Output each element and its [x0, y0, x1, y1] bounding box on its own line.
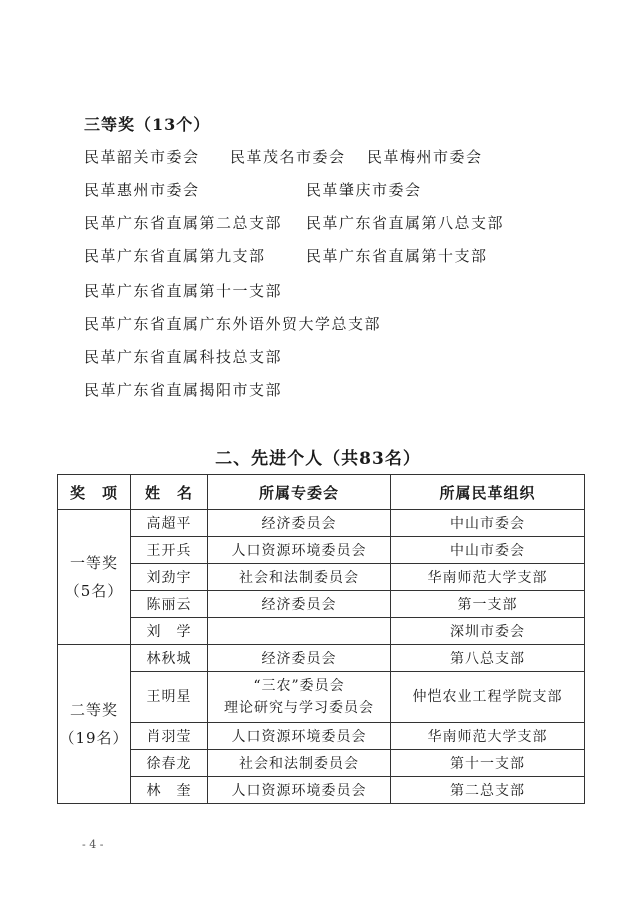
committee-cell [208, 723, 391, 750]
header-organization: 所属民革组织 [391, 475, 585, 510]
organization-name: 深圳市委会 [391, 618, 585, 645]
person-name: 肖羽莹 [131, 723, 208, 750]
table-row [58, 564, 585, 591]
award-level-text: 一等奖 [69, 554, 118, 572]
award-level-text: （19名） [59, 729, 129, 747]
table-row [58, 645, 585, 672]
table-row [58, 723, 585, 750]
committee-name: 经济委员会 [261, 597, 337, 613]
committee-cell [208, 564, 391, 591]
org-name: 民革惠州市委会 [84, 181, 200, 199]
person-name: 林 奎 [131, 777, 208, 804]
award-level-cell [58, 510, 131, 645]
page-number: - 4 - [82, 838, 104, 851]
award-level-cell [58, 645, 131, 804]
org-name: 民革广东省直属第十支部 [306, 247, 488, 265]
table-row [58, 537, 585, 564]
org-name: 民革广东省直属第九支部 [84, 247, 266, 265]
table-header-row [58, 475, 585, 510]
org-name: 民革广东省直属揭阳市支部 [84, 381, 283, 399]
organization-name: 第八总支部 [391, 645, 585, 672]
committee-name: 社会和法制委员会 [239, 570, 359, 586]
committee-name: 人口资源环境委员会 [231, 783, 367, 799]
organization-name: 中山市委会 [391, 510, 585, 537]
committee-cell [208, 672, 391, 723]
committee-cell [208, 645, 391, 672]
committee-name: 经济委员会 [261, 651, 337, 667]
org-name: 民革广东省直属科技总支部 [84, 348, 283, 366]
committee-cell [208, 777, 391, 804]
person-name: 刘 学 [131, 618, 208, 645]
table-row [58, 591, 585, 618]
table-row [58, 672, 585, 723]
org-name: 民革广东省直属第二总支部 [84, 214, 283, 232]
table-row [58, 618, 585, 645]
award-level-text: 二等奖 [69, 701, 118, 719]
committee-name: 人口资源环境委员会 [231, 729, 367, 745]
individuals-table [57, 474, 585, 804]
header-name: 姓 名 [131, 475, 208, 510]
committee-cell [208, 510, 391, 537]
organization-name: 第二总支部 [391, 777, 585, 804]
organization-name: 华南师范大学支部 [391, 564, 585, 591]
award-level-text: （5名） [64, 582, 124, 600]
committee-name: “三农”委员会 [253, 678, 345, 694]
person-name: 林秋城 [131, 645, 208, 672]
header-committee: 所属专委会 [208, 475, 391, 510]
committee-name: 社会和法制委员会 [239, 756, 359, 772]
person-name: 高超平 [131, 510, 208, 537]
org-name: 民革肇庆市委会 [306, 181, 422, 199]
committee-cell [208, 618, 391, 645]
table-row [58, 510, 585, 537]
organization-name: 中山市委会 [391, 537, 585, 564]
person-name: 陈丽云 [131, 591, 208, 618]
header-award: 奖 项 [58, 475, 131, 510]
org-name: 民革广东省直属第八总支部 [306, 214, 505, 232]
person-name: 王明星 [131, 672, 208, 723]
person-name: 刘劲宇 [131, 564, 208, 591]
committee-name: 理论研究与学习委员会 [224, 700, 374, 716]
org-name: 民革韶关市委会 [84, 148, 200, 166]
organization-name: 仲恺农业工程学院支部 [391, 672, 585, 723]
table-row [58, 750, 585, 777]
table-row [58, 777, 585, 804]
committee-cell [208, 750, 391, 777]
individuals-heading: 二、先进个人（共83名） [215, 449, 421, 469]
committee-cell [208, 537, 391, 564]
person-name: 王开兵 [131, 537, 208, 564]
committee-cell [208, 591, 391, 618]
org-name: 民革广东省直属第十一支部 [84, 282, 283, 300]
organization-name: 华南师范大学支部 [391, 723, 585, 750]
organization-name: 第十一支部 [391, 750, 585, 777]
person-name: 徐春龙 [131, 750, 208, 777]
organization-name: 第一支部 [391, 591, 585, 618]
org-name: 民革茂名市委会 [230, 148, 346, 166]
org-name: 民革梅州市委会 [367, 148, 483, 166]
committee-name: 经济委员会 [261, 516, 337, 532]
org-name: 民革广东省直属广东外语外贸大学总支部 [84, 315, 382, 333]
committee-name: 人口资源环境委员会 [231, 543, 367, 559]
third-prize-heading: 三等奖（13个） [84, 115, 211, 134]
